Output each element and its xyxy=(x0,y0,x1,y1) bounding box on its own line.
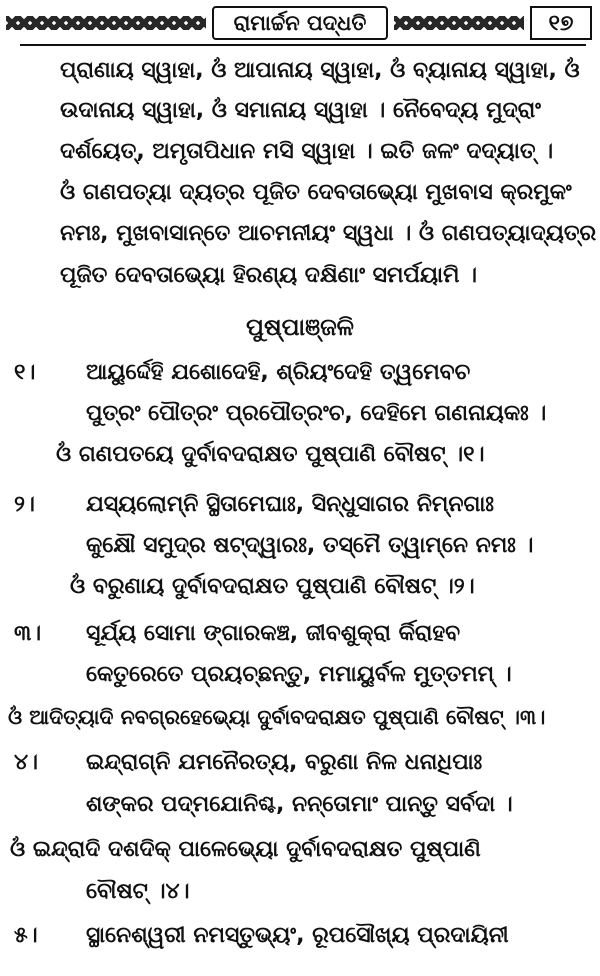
page-number: ୧୭ xyxy=(530,6,592,40)
verse-number: ୩। xyxy=(14,621,42,646)
page-header xyxy=(6,4,594,44)
intro-line: ନମଃ, ମୁଖବାସାନ୍ତେ ଆଚମନୀୟଂ ସ୍ୱଧା । ଓଁ ଗଣପତ୍ୟାଦ୍ୟତ୍ର xyxy=(60,221,597,246)
verse-line: କୁକ୍ଷୌ ସମୁଦ୍ର ଷଟ୍ଦ୍ୱାରଃ, ତସ୍ମୈ ତ୍ୱାମ୍ନେ ନମଃ । xyxy=(86,533,534,558)
intro-line: ଓଁ ଗଣପତ୍ୟା ଦ୍ୟତ୍ର ପୂଜିତ ଦେବତାଭ୍ୟୋ ମୁଖବାସ କ୍ରମୁକଂ xyxy=(60,180,572,205)
verse-line: ଇନ୍ଦ୍ରାଗ୍ନି ଯମନୈରତ୍ୟ, ବରୁଣା ନିଳ ଧନାଧିପାଃ xyxy=(86,750,483,775)
verse-number: ୧। xyxy=(14,360,36,385)
intro-line: ପ୍ରାଣାୟ ସ୍ୱାହା, ଓଁ ଆପାନାୟ ସ୍ୱାହା, ଓଁ ବ୍ୟାନାୟ ସ୍ୱାହା, ଓଁ xyxy=(60,58,580,83)
verse-number: ୫। xyxy=(14,923,38,948)
verse-line: ଶଙ୍କର ପଦ୍ମଯୋନିଶ୍ଚ, ନନ୍ତୋମାଂ ପାନ୍ତୁ ସର୍ବଦା । xyxy=(86,792,513,817)
intro-line: ଦର୍ଶୟେତ୍, ଅମୃତାପିଧାନ ମସି ସ୍ୱାହା । ଇତି ଜଳଂ ଦଦ୍ୟାତ୍ । xyxy=(60,139,554,164)
verse-line: ସୂର୍ଯ୍ୟ ସୋମା ଙ୍ଗାରକଞ୍ଚ, ଜୀବଶୁକ୍ରା ର୍କିରାହବ xyxy=(86,621,461,646)
verse-line: କେତୁରେତେ ପ୍ରୟଚ୍ଛନ୍ତୁ, ମମାୟୁର୍ବଳ ମୁତ୍ତମମ୍ । xyxy=(86,662,512,687)
verse-offering: ଓଁ ଆଦିତ୍ୟାଦି ନବଗ୍ରହେଭ୍ୟୋ ଦୁର୍ବାବଦରାକ୍ଷତ ପୁଷ୍ପାଣି ବୌଷଟ୍ ।୩। xyxy=(8,705,546,729)
header-rule xyxy=(20,44,586,46)
verse-offering: ଓଁ ଗଣପତୟେ ଦୁର୍ବାବଦରାକ୍ଷତ ପୁଷ୍ପାଣି ବୌଷଟ୍ ।୧। xyxy=(56,442,485,467)
section-heading: ପୁଷ୍ପାଞ୍ଜଳି xyxy=(246,313,354,341)
decorative-border-left xyxy=(6,16,206,30)
intro-line: ପୂଜିତ ଦେବତାଭ୍ୟୋ ହିରଣ୍ୟ ଦକ୍ଷିଣାଂ ସମର୍ପୟାମି । xyxy=(60,263,478,288)
verse-line: ଯସ୍ୟଲୋମ୍ନି ସ୍ଥିତାମେଘାଃ, ସିନ୍ଧୁସାଗର ନିମ୍ନଗାଃ xyxy=(86,492,494,517)
verse-offering: ଓଁ ଇନ୍ଦ୍ରାଦି ଦଶଦିକ୍ ପାଳେଭ୍ୟୋ ଦୁର୍ବାବଦରାକ୍ଷତ ପୁଷ୍ପାଣି xyxy=(10,837,481,862)
intro-line: ଉଦାନାୟ ସ୍ୱାହା, ଓଁ ସମାନାୟ ସ୍ୱାହା । ନୈବେଦ୍ୟ ମୁଦ୍ରାଂ xyxy=(60,98,541,123)
verse-offering: ଓଁ ବରୁଣାୟ ଦୁର୍ବାବଦରାକ୍ଷତ ପୁଷ୍ପାଣି ବୌଷଟ୍ ।୨। xyxy=(70,574,475,599)
running-title: ରାମାର୍ଚ୍ଚନ ପଦ୍ଧତି xyxy=(212,6,388,40)
decorative-border-right xyxy=(394,16,524,30)
verse-offering-continued: ବୌଷଟ୍ ।୪। xyxy=(86,879,190,904)
verse-line: ଆୟୁର୍ଦ୍ଦେହି ଯଶୋଦେହି, ଶ୍ରିୟଂଦେହି ତ୍ୱମେବଚ xyxy=(86,360,471,385)
verse-number: ୪। xyxy=(14,750,39,775)
verse-line: ସ୍ଥାନେଶ୍ୱରୀ ନମସ୍ତୁଭ୍ୟଂ, ରୂପସୌଖ୍ୟ ପ୍ରଦାୟିନୀ xyxy=(86,923,509,948)
verse-line: ପୁତ୍ରଂ ପୌତ୍ରଂ ପ୍ରପୌତ୍ରଂଚ, ଦେହିମେ ଗଣନାୟକଃ । xyxy=(86,401,547,426)
verse-number: ୨। xyxy=(14,492,35,517)
